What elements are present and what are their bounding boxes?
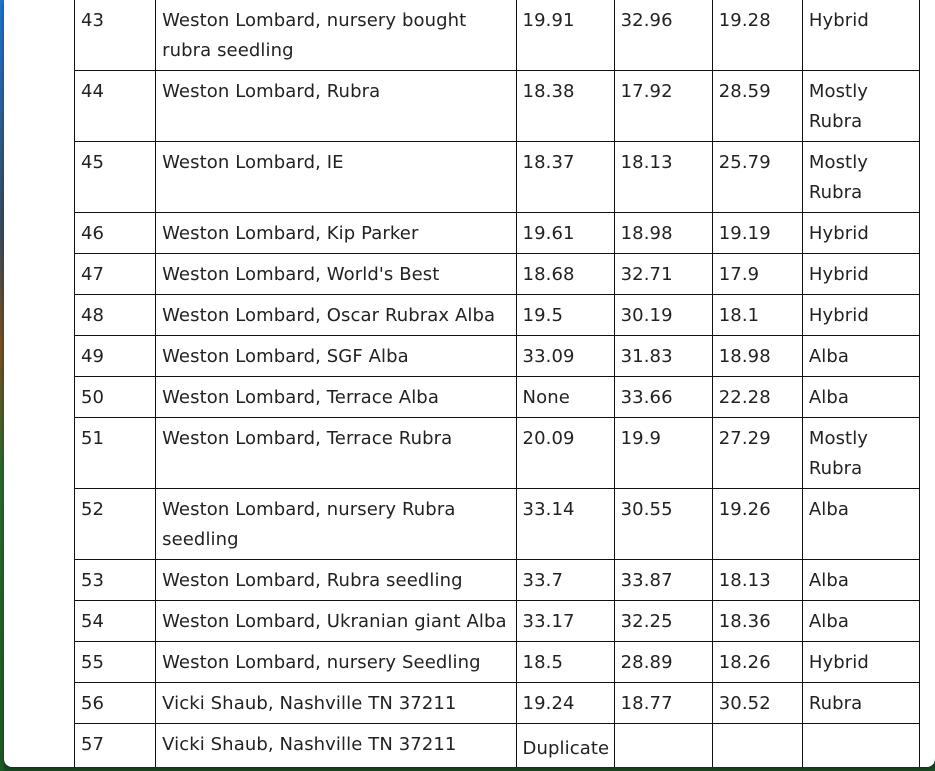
cell-name: Weston Lombard, Rubra: [156, 71, 516, 142]
table-row: [75, 0, 920, 71]
cell-name: Weston Lombard, SGF Alba: [156, 336, 516, 377]
cell-value-3: 25.79: [712, 142, 802, 213]
cell-name: Weston Lombard, nursery bought rubra seedling: [156, 0, 516, 71]
cell-number: 57: [75, 724, 156, 768]
cell-number: 50: [75, 377, 156, 418]
cell-number: 46: [75, 213, 156, 254]
cell-value-3: 18.26: [712, 642, 802, 683]
cell-value-1: 19.61: [516, 213, 614, 254]
cell-value-3: 18.1: [712, 295, 802, 336]
table-row: [75, 295, 920, 336]
cell-type: Hybrid: [802, 0, 919, 71]
cell-value-1: 19.5: [516, 295, 614, 336]
cell-type: Mostly Rubra: [802, 418, 919, 489]
table-row: [75, 377, 920, 418]
cell-number: 53: [75, 560, 156, 601]
cell-name: Weston Lombard, IE: [156, 142, 516, 213]
cell-number: 55: [75, 642, 156, 683]
table-row: [75, 254, 920, 295]
cell-value-2: 32.71: [614, 254, 712, 295]
cell-value-1: 33.14: [516, 489, 614, 560]
cell-type: Alba: [802, 489, 919, 560]
table-row: [75, 642, 920, 683]
cell-number: 43: [75, 0, 156, 71]
table-row: [75, 560, 920, 601]
cell-name: Weston Lombard, Oscar Rubrax Alba: [156, 295, 516, 336]
cell-value-1: 19.24: [516, 683, 614, 724]
cell-value-3: 30.52: [712, 683, 802, 724]
cell-value-3: 18.36: [712, 601, 802, 642]
cell-value-3: 19.28: [712, 0, 802, 71]
cell-value-3: 19.26: [712, 489, 802, 560]
cell-value-2: 32.96: [614, 0, 712, 71]
data-table: [74, 0, 920, 767]
cell-name: Vicki Shaub, Nashville TN 37211: [156, 683, 516, 724]
cell-type: Mostly Rubra: [802, 71, 919, 142]
cell-value-2: 32.25: [614, 601, 712, 642]
cell-number: 51: [75, 418, 156, 489]
table-row: [75, 683, 920, 724]
table-row: [75, 489, 920, 560]
cell-name: Weston Lombard, Terrace Rubra: [156, 418, 516, 489]
cell-value-1: [516, 724, 614, 768]
cell-type: Mostly Rubra: [802, 142, 919, 213]
cell-value-3: 17.9: [712, 254, 802, 295]
cell-value-2: 31.83: [614, 336, 712, 377]
cell-number: 44: [75, 71, 156, 142]
cell-name: Weston Lombard, World's Best: [156, 254, 516, 295]
cell-value-2: 19.9: [614, 418, 712, 489]
cell-name: Weston Lombard, Kip Parker: [156, 213, 516, 254]
table-row: [75, 724, 920, 768]
cell-type: [802, 724, 919, 768]
cell-type: Alba: [802, 336, 919, 377]
cell-value-3: 18.13: [712, 560, 802, 601]
cell-name: Weston Lombard, nursery Seedling: [156, 642, 516, 683]
cell-type: Alba: [802, 560, 919, 601]
cell-type: Rubra: [802, 683, 919, 724]
cell-number: 45: [75, 142, 156, 213]
cell-value-1: 18.38: [516, 71, 614, 142]
cell-value-3: [712, 724, 802, 768]
cell-type: Hybrid: [802, 642, 919, 683]
cell-number: 47: [75, 254, 156, 295]
table-row: [75, 418, 920, 489]
cell-type: Hybrid: [802, 254, 919, 295]
cell-value-2: 18.13: [614, 142, 712, 213]
cell-type: Alba: [802, 377, 919, 418]
cell-value-1: 19.91: [516, 0, 614, 71]
cell-name: Vicki Shaub, Nashville TN 37211: [156, 724, 516, 768]
table-row: [75, 71, 920, 142]
cell-value-1: None: [516, 377, 614, 418]
cell-value-1: 18.68: [516, 254, 614, 295]
cell-number: 54: [75, 601, 156, 642]
cell-value-2: 28.89: [614, 642, 712, 683]
cell-type: Alba: [802, 601, 919, 642]
cell-name: Weston Lombard, Ukranian giant Alba: [156, 601, 516, 642]
cell-value-3: 27.29: [712, 418, 802, 489]
cell-value-2: [614, 724, 712, 768]
cell-value-3: 19.19: [712, 213, 802, 254]
cell-value-2: 18.77: [614, 683, 712, 724]
cell-type: Hybrid: [802, 213, 919, 254]
cell-name: Weston Lombard, Terrace Alba: [156, 377, 516, 418]
cell-type: Hybrid: [802, 295, 919, 336]
cell-value-1: 33.17: [516, 601, 614, 642]
cell-value-1: 18.37: [516, 142, 614, 213]
browser-window: [4, 0, 935, 767]
cell-value-2: 33.66: [614, 377, 712, 418]
cell-name: Weston Lombard, Rubra seedling: [156, 560, 516, 601]
cell-number: 52: [75, 489, 156, 560]
cell-value-3: 28.59: [712, 71, 802, 142]
cell-value-2: 17.92: [614, 71, 712, 142]
cell-number: 48: [75, 295, 156, 336]
cell-value-1: 18.5: [516, 642, 614, 683]
cell-number: 49: [75, 336, 156, 377]
cell-number: 56: [75, 683, 156, 724]
cell-value-2: 30.55: [614, 489, 712, 560]
page-content: [74, 0, 920, 767]
table-row: [75, 336, 920, 377]
cell-value-1: 20.09: [516, 418, 614, 489]
cell-value-2: 30.19: [614, 295, 712, 336]
duplicate-label: Duplicate: [522, 738, 610, 759]
cell-value-2: 18.98: [614, 213, 712, 254]
cell-value-2: 33.87: [614, 560, 712, 601]
cell-value-3: 18.98: [712, 336, 802, 377]
cell-name: Weston Lombard, nursery Rubra seedling: [156, 489, 516, 560]
table-row: [75, 601, 920, 642]
table-row: [75, 213, 920, 254]
cell-value-1: 33.7: [516, 560, 614, 601]
table-row: [75, 142, 920, 213]
cell-value-3: 22.28: [712, 377, 802, 418]
cell-value-1: 33.09: [516, 336, 614, 377]
